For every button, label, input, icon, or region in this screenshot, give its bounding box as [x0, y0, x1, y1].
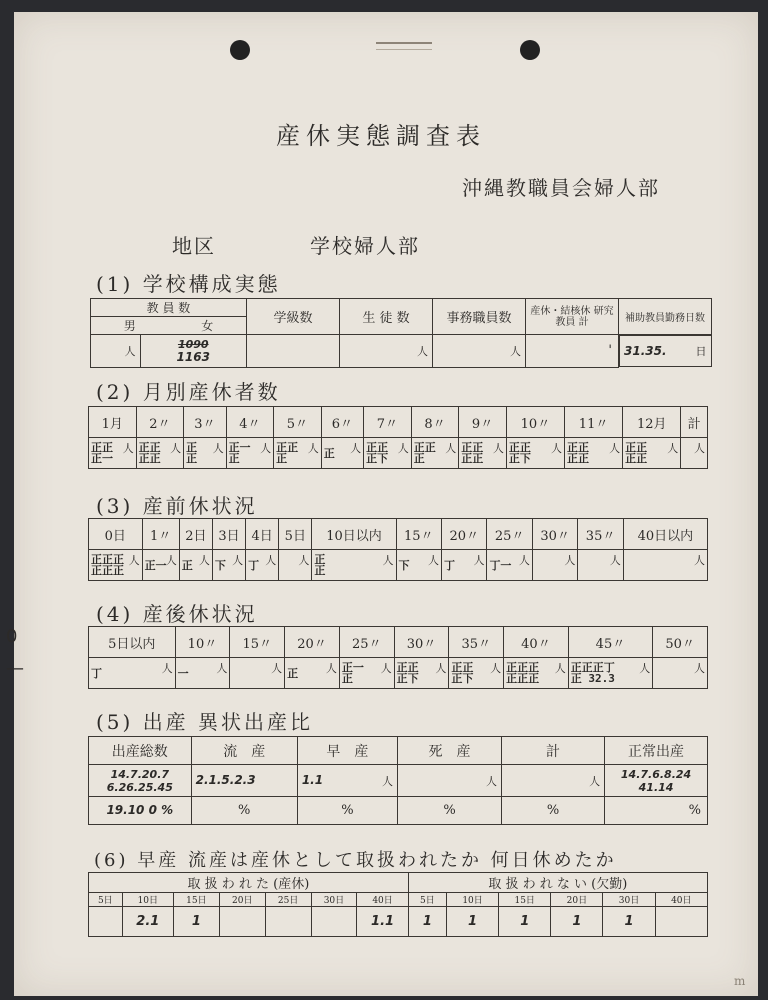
- prenatal-tally-3: 下 人: [212, 550, 245, 581]
- prenatal-tally-2: 正 人: [179, 550, 212, 581]
- margin-mark-dash: —: [6, 658, 24, 679]
- aide-header: 補助教員勤務日数: [619, 299, 712, 335]
- female-count: 1090 1163: [140, 335, 247, 368]
- stillbirth-value: 人: [398, 765, 502, 797]
- monthly-leave-table: [88, 406, 708, 469]
- month-header-7: 8〃: [411, 407, 459, 438]
- sum-value: 人: [501, 765, 604, 797]
- postnatal-tally-2: 人: [230, 658, 285, 689]
- prenatal-day-header-12: 40日以内: [623, 519, 707, 550]
- ratio-header-5: 正常出産: [605, 737, 708, 765]
- postnatal-day-header-5: 30〃: [394, 627, 449, 658]
- prenatal-tally-11: 人: [578, 550, 623, 581]
- punch-hole-right: [520, 40, 540, 60]
- treated-value-5: [311, 907, 357, 937]
- postnatal-leave-table: [88, 626, 708, 689]
- month-header-1: 2〃: [136, 407, 184, 438]
- untreated-day-4: 30日: [603, 893, 655, 907]
- untreated-value-4: 1: [603, 907, 655, 937]
- prenatal-tally-8: 丁 人: [441, 550, 486, 581]
- section-3-heading: (3) 産前休状況: [96, 494, 258, 518]
- prenatal-tally-0: 正正正 正正正 人: [89, 550, 143, 581]
- treated-value-1: 2.1: [122, 907, 173, 937]
- total-births-value: 14.7.20.7 6.26.25.45: [89, 765, 192, 797]
- postnatal-tally-9: 人: [653, 658, 708, 689]
- prenatal-tally-6: 正 正 人: [312, 550, 396, 581]
- prenatal-tally-9: 丁一 人: [487, 550, 532, 581]
- prenatal-day-header-4: 4日: [246, 519, 279, 550]
- month-header-6: 7〃: [364, 407, 412, 438]
- school-label: 学校婦人部: [310, 234, 420, 258]
- classes-value: [247, 335, 340, 368]
- untreated-value-3: 1: [551, 907, 603, 937]
- prenatal-day-header-9: 25〃: [487, 519, 532, 550]
- prenatal-day-header-7: 15〃: [396, 519, 441, 550]
- postnatal-day-header-4: 25〃: [339, 627, 394, 658]
- postnatal-tally-4: 正一 正 人: [339, 658, 394, 689]
- prenatal-tally-10: 人: [532, 550, 577, 581]
- treated-day-6: 40日: [357, 893, 408, 907]
- research-value: ': [526, 335, 619, 368]
- ratio-header-4: 計: [501, 737, 604, 765]
- prenatal-day-header-10: 30〃: [532, 519, 577, 550]
- postnatal-day-header-9: 50〃: [653, 627, 708, 658]
- sum-percent: %: [501, 797, 604, 825]
- untreated-value-2: 1: [499, 907, 551, 937]
- month-tally-12: 人: [681, 438, 708, 469]
- month-header-3: 4〃: [226, 407, 274, 438]
- treated-value-3: [219, 907, 265, 937]
- section-4-heading: (4) 産後休状況: [96, 602, 258, 626]
- postnatal-day-header-8: 45〃: [568, 627, 652, 658]
- prenatal-day-header-3: 3日: [212, 519, 245, 550]
- treated-day-0: 5日: [89, 893, 123, 907]
- miscarriage-value: 2.1.5.2.3: [191, 765, 297, 797]
- school-composition-table: [90, 298, 712, 368]
- prenatal-tally-5: 人: [279, 550, 312, 581]
- prenatal-tally-12: 人: [623, 550, 707, 581]
- margin-mark-zero: 0: [6, 626, 18, 647]
- prenatal-day-header-5: 5日: [279, 519, 312, 550]
- section-1-heading: (1) 学校構成実態: [96, 272, 281, 296]
- staff-value: 人: [433, 335, 526, 368]
- month-tally-4: 正正 正 人: [274, 438, 322, 469]
- untreated-day-0: 5日: [408, 893, 446, 907]
- treated-value-4: [265, 907, 311, 937]
- postnatal-tally-0: 丁 人: [89, 658, 176, 689]
- untreated-heading: 取 扱 わ れ な い (欠勤): [408, 873, 707, 893]
- month-tally-8: 正正 正正 人: [459, 438, 507, 469]
- aide-value: 31.35. 日: [619, 335, 712, 367]
- month-header-0: 1月: [89, 407, 137, 438]
- month-tally-9: 正正 正下 人: [506, 438, 564, 469]
- section-2-heading: (2) 月別産休者数: [96, 380, 281, 404]
- postnatal-day-header-1: 10〃: [175, 627, 230, 658]
- postnatal-tally-5: 正正 正下 人: [394, 658, 449, 689]
- untreated-day-3: 20日: [551, 893, 603, 907]
- classes-header: 学級数: [247, 299, 340, 335]
- month-tally-3: 正一 正 人: [226, 438, 274, 469]
- research-header: 産休・結核休 研究教員 計: [526, 299, 619, 335]
- postnatal-day-header-7: 40〃: [504, 627, 569, 658]
- page-title: 産休実態調査表: [276, 122, 486, 150]
- prenatal-day-header-1: 1〃: [142, 519, 179, 550]
- prenatal-day-header-2: 2日: [179, 519, 212, 550]
- month-tally-6: 正正 正下 人: [364, 438, 412, 469]
- month-tally-5: 正 人: [321, 438, 363, 469]
- postnatal-tally-3: 正 人: [285, 658, 340, 689]
- postnatal-tally-6: 正正 正下 人: [449, 658, 504, 689]
- prenatal-leave-table: [88, 518, 708, 581]
- month-header-2: 3〃: [184, 407, 226, 438]
- organization-name: 沖縄教職員会婦人部: [462, 176, 660, 200]
- postnatal-tally-8: 正正正丁 正 32.3 人: [568, 658, 652, 689]
- birth-ratio-table: [88, 736, 708, 825]
- month-tally-7: 正正 正 人: [411, 438, 459, 469]
- postnatal-tally-1: 一 人: [175, 658, 230, 689]
- treated-value-6: 1.1: [357, 907, 408, 937]
- prenatal-day-header-0: 0日: [89, 519, 143, 550]
- prenatal-tally-1: 正一 人: [142, 550, 179, 581]
- month-header-4: 5〃: [274, 407, 322, 438]
- prenatal-tally-7: 下 人: [396, 550, 441, 581]
- untreated-value-1: 1: [446, 907, 498, 937]
- untreated-value-5: [655, 907, 707, 937]
- ratio-header-0: 出産総数: [89, 737, 192, 765]
- premature-value: 1.1 人: [297, 765, 397, 797]
- section-6-heading: (6) 早産 流産は産休として取扱われたか 何日休めたか: [94, 850, 617, 871]
- postnatal-day-header-0: 5日以内: [89, 627, 176, 658]
- month-tally-10: 正正 正正 人: [565, 438, 623, 469]
- postnatal-day-header-2: 15〃: [230, 627, 285, 658]
- postnatal-day-header-3: 20〃: [285, 627, 340, 658]
- ratio-header-3: 死 産: [398, 737, 502, 765]
- students-header: 生 徒 数: [340, 299, 433, 335]
- postnatal-day-header-6: 35〃: [449, 627, 504, 658]
- miscarriage-percent: %: [191, 797, 297, 825]
- section-5-heading: (5) 出産 異状出産比: [96, 710, 314, 734]
- prenatal-day-header-11: 35〃: [578, 519, 623, 550]
- untreated-day-1: 10日: [446, 893, 498, 907]
- normal-percent: %: [605, 797, 708, 825]
- treated-day-3: 20日: [219, 893, 265, 907]
- district-label: 地区: [172, 234, 216, 258]
- treated-day-4: 25日: [265, 893, 311, 907]
- leave-treatment-table: [88, 872, 708, 937]
- premature-percent: %: [297, 797, 397, 825]
- treated-day-5: 30日: [311, 893, 357, 907]
- ratio-header-1: 流 産: [191, 737, 297, 765]
- treated-day-1: 10日: [122, 893, 173, 907]
- month-tally-0: 正正 正一 人: [89, 438, 137, 469]
- punch-hole-left: [230, 40, 250, 60]
- month-header-10: 11〃: [565, 407, 623, 438]
- staple-mark: [376, 42, 432, 50]
- treated-day-2: 15日: [173, 893, 219, 907]
- ratio-header-2: 早 産: [297, 737, 397, 765]
- total-percent: 19.10 0 %: [89, 797, 192, 825]
- prenatal-day-header-6: 10日以内: [312, 519, 396, 550]
- month-header-9: 10〃: [506, 407, 564, 438]
- untreated-value-0: 1: [408, 907, 446, 937]
- month-header-11: 12月: [623, 407, 681, 438]
- prenatal-tally-4: 丁 人: [246, 550, 279, 581]
- month-header-12: 計: [681, 407, 708, 438]
- treated-heading: 取 扱 わ れ た (産休): [89, 873, 409, 893]
- document-page: [6, 12, 758, 996]
- month-header-5: 6〃: [321, 407, 363, 438]
- untreated-day-5: 40日: [655, 893, 707, 907]
- month-tally-2: 正 正 人: [184, 438, 226, 469]
- untreated-day-2: 15日: [499, 893, 551, 907]
- month-header-8: 9〃: [459, 407, 507, 438]
- month-tally-1: 正正 正正 人: [136, 438, 184, 469]
- teachers-header: 教 員 数 男 女: [91, 299, 247, 335]
- normal-birth-value: 14.7.6.8.24 41.14: [605, 765, 708, 797]
- corner-mark: m: [734, 974, 746, 988]
- staff-header: 事務職員数: [433, 299, 526, 335]
- treated-value-0: [89, 907, 123, 937]
- students-value: 人: [340, 335, 433, 368]
- male-count: 人: [91, 335, 141, 368]
- stillbirth-percent: %: [398, 797, 502, 825]
- month-tally-11: 正正 正正 人: [623, 438, 681, 469]
- prenatal-day-header-8: 20〃: [441, 519, 486, 550]
- treated-value-2: 1: [173, 907, 219, 937]
- postnatal-tally-7: 正正正 正正正 人: [504, 658, 569, 689]
